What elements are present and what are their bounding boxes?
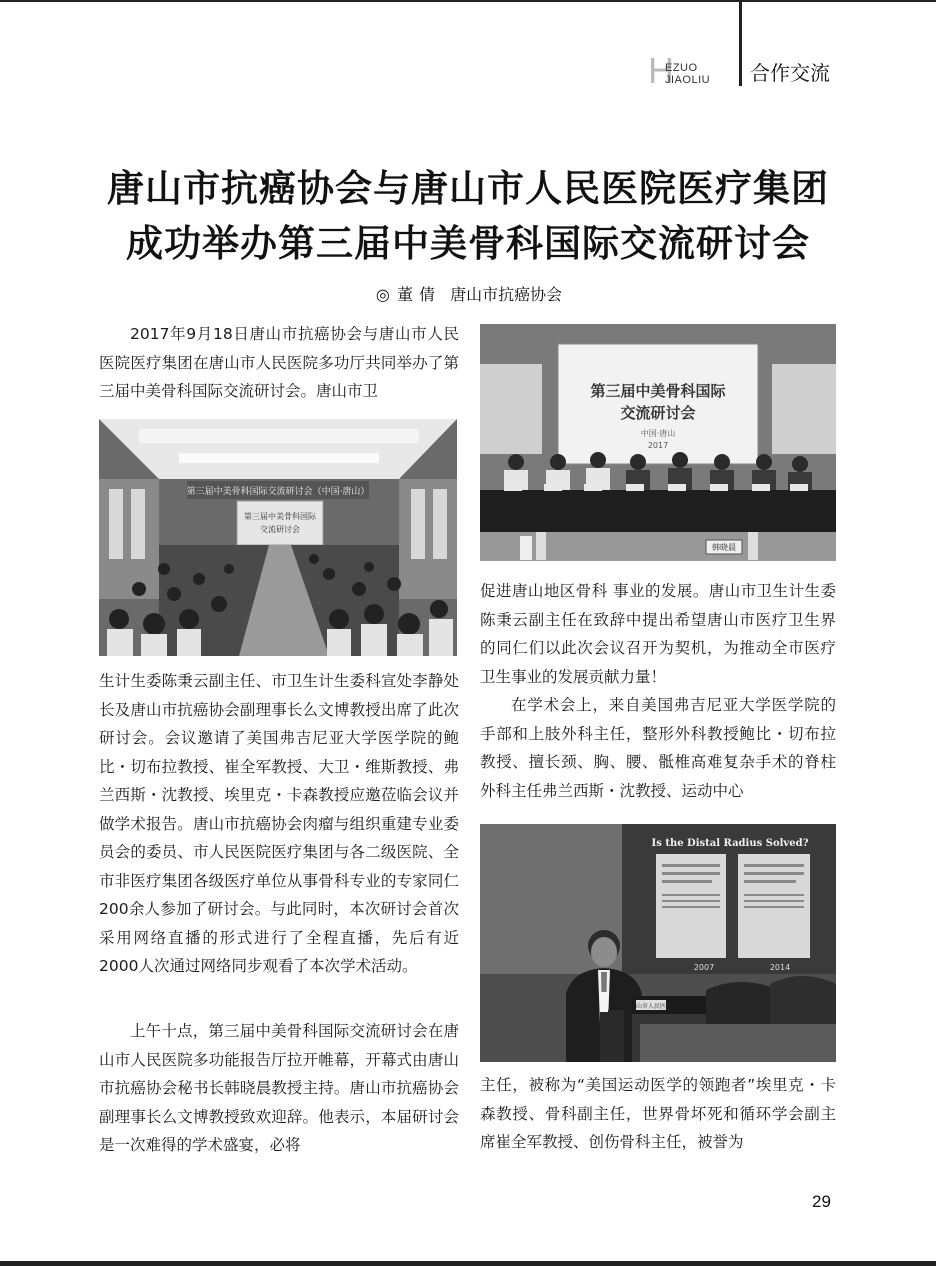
article-title-line-2: 成功举办第三届中美骨科国际交流研讨会 (126, 221, 810, 265)
hall-banner-text: 第三届中美骨科国际交流研讨会（中国·唐山） (186, 487, 370, 497)
header-vertical-rule (739, 0, 742, 86)
podium-guests-photo (480, 324, 836, 561)
author-affiliation: 唐山市抗癌协会 (450, 285, 563, 304)
section-title: 合作交流 (750, 61, 830, 85)
left-paragraph-2: 生计生委陈秉云副主任、市卫生计生委科宣处李静处长及唐山市抗癌协会副理事长么文博教授出席了此次研讨会。会议邀请了美国弗吉尼亚大学医学院的鲍比・切布拉教授、崔全军教授、大卫・维斯教授、弗兰西斯・沈教授、埃里克・卡森教授应邀莅临会议并做学术报告。唐山市抗癌协会肉瘤与组织重建专业委员会的委员、市人民医院医疗集团与各二级医院、全市非医疗集团各级医疗单位从事骨科专业的专家同仁200余人参加了研讨会。与此同时，本次研讨会首次采用网络直播的形式进行了全程直播，先后有近2000人次通过网络同步观看了本次学术活动。 (99, 672, 459, 975)
logo-line-2: JIAOLIU (665, 74, 711, 86)
byline (0, 284, 936, 306)
right-paragraph-3: 主任，被称为“美国运动医学的领跑者”埃里克・卡森教授、骨科副主任，世界骨坏死和循环学会副主席崔全军教授、创伤骨科主任，被誉为 (480, 1076, 836, 1151)
conference-hall-photo (99, 419, 457, 656)
logo-line-1: EZUO (665, 62, 698, 74)
lecture-lectern-sign: 唐山市人民医院 (629, 1003, 673, 1010)
author-name: 董倩 (396, 285, 441, 304)
podium-banner-line-2: 交流研讨会 (620, 404, 696, 422)
article-title-line-1: 唐山市抗癌协会与唐山市人民医院医疗集团 (107, 166, 829, 210)
podium-banner-sub: 中国·唐山 (640, 429, 676, 438)
bottom-rule (0, 1261, 936, 1266)
right-paragraph-1: 促进唐山地区骨科 事业的发展。唐山市卫生计生委陈秉云副主任在致辞中提出希望唐山市医疗卫生界的同仁们以此次会议召开为契机，为推动全市医疗卫生事业的发展贡献力量！ (480, 582, 836, 686)
lecture-slide-title: Is the Distal Radius Solved? (651, 838, 809, 849)
right-paragraph-2: 在学术会上，来自美国弗吉尼亚大学医学院的手部和上肢外科主任，整形外科教授鲍比・切布拉教授、擅长颈、胸、腰、骶椎高难复杂手术的脊柱外科主任弗兰西斯・沈教授、运动中心 (480, 696, 836, 800)
section-logo (648, 50, 730, 91)
podium-banner-year: 2017 (647, 441, 669, 450)
hall-screen-line-2: 交流研讨会 (260, 525, 300, 534)
hall-screen-line-1: 第三届中美骨科国际 (244, 512, 316, 521)
page-number: 29 (812, 1192, 831, 1211)
left-paragraph-1: 2017年9月18日唐山市抗癌协会与唐山市人民医院医疗集团在唐山市人民医院多功厅共同举办了第三届中美骨科国际交流研讨会。唐山市卫 (99, 325, 459, 400)
podium-banner-line-1: 第三届中美骨科国际 (590, 382, 726, 400)
byline-mark: ◎ (375, 285, 390, 304)
lecture-year-left: 2007 (693, 963, 715, 972)
podium-nameplate: 韩晓晨 (712, 543, 736, 552)
lecture-speaker-photo (480, 824, 836, 1062)
top-rule (0, 0, 936, 2)
left-paragraph-3: 上午十点，第三届中美骨科国际交流研讨会在唐山市人民医院多功能报告厅拉开帷幕，开幕式由唐山市抗癌协会秘书长韩晓晨教授主持。唐山市抗癌协会副理事长么文博教授致欢迎辞。他表示，本届研讨会是一次难得的学术盛宴，必将 (99, 1022, 459, 1154)
lecture-year-right: 2014 (769, 963, 791, 972)
logo-letter: H (648, 50, 674, 91)
